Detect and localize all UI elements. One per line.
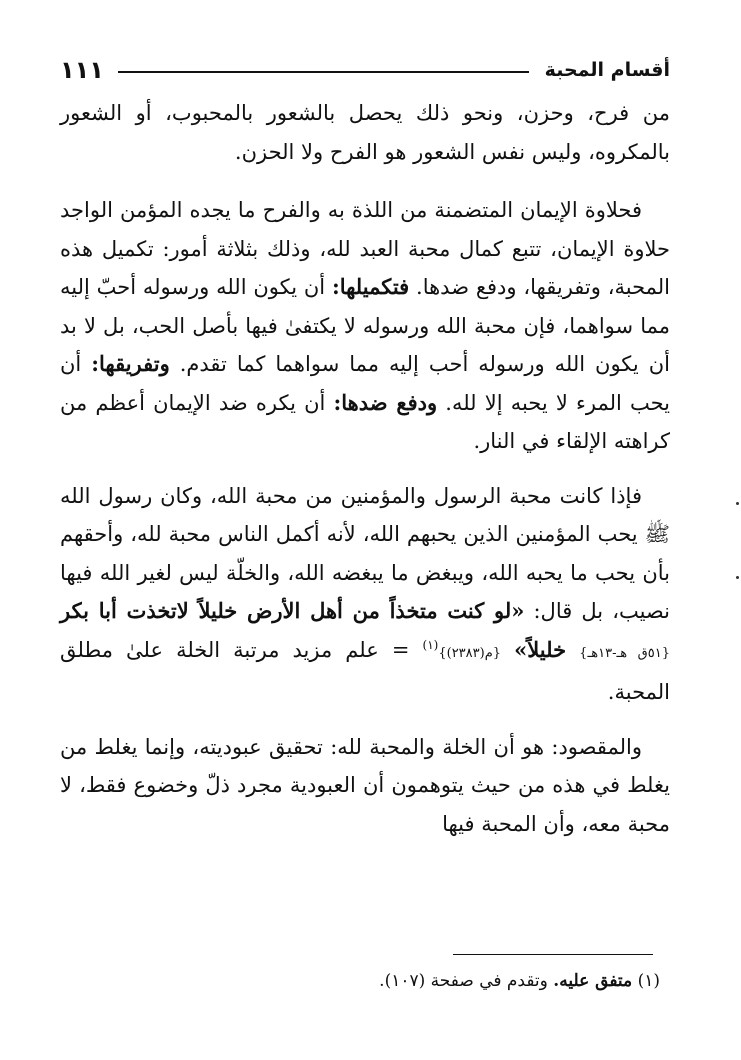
term-repelling: ودفع ضدها: bbox=[333, 389, 438, 415]
paragraph-2-text-a: فحلاوة الإيمان المتضمنة من اللذة به والفرح ما يجده المؤمن الواجد حلاوة الإيمان، تتبع كمال محبة العبد لله، وذلك بثلاثة أمور: تكميل هذه المحبة، وتفريقها، ودفع ضدها. bbox=[60, 198, 671, 299]
paragraph-2-text-c: أن يكون الله ورسوله أحبّ إليه مما سواهما، فإن محبة الله ورسوله لا يكتفىٰ فيها بأصل الحب، بل لا بد أن يكون الله ورسوله أحب إليه مما سواهما كما تقدم. bbox=[60, 275, 670, 376]
margin-mark bbox=[736, 576, 739, 579]
footnote-rule bbox=[453, 954, 653, 955]
footnote-text: وتقدم في صفحة (١٠٧). bbox=[379, 971, 548, 991]
term-separation: وتفريقها: bbox=[91, 351, 170, 376]
main-text bbox=[60, 94, 670, 859]
paragraph-2-text-g: أن يكره ضد الإيمان أعظم من كراهته الإلقاء في النار. bbox=[60, 390, 670, 453]
footnote bbox=[60, 966, 660, 996]
hadith-quote: «لو كنت متخذاً من أهل الأرض خليلاً لاتخذت أبا بكر bbox=[60, 598, 525, 623]
footnote-bold: متفق عليه. bbox=[553, 971, 633, 991]
paragraph-4 bbox=[60, 728, 670, 844]
margin-mark bbox=[736, 502, 739, 505]
paragraph-1-text: من فرح، وحزن، ونحو ذلك يحصل بالشعور بالمحبوب، أو الشعور بالمكروه، وليس نفس الشعور هو الفرح ولا الحزن. bbox=[60, 101, 670, 164]
paragraph-4-text: والمقصود: هو أن الخلة والمحبة لله: تحقيق عبوديته، وإنما يغلط من يغلط في هذه من حيث يتوهمون أن العبودية مجرد ذلّ وخضوع فقط، لا محبة معه، وأن المحبة فيها bbox=[60, 734, 670, 836]
date-reference: {٥١ق هـ-١٣هـ} bbox=[579, 645, 671, 661]
hadith-reference: {م(٢٣٨٣)} bbox=[438, 645, 502, 661]
page-header bbox=[60, 52, 670, 88]
paragraph-2 bbox=[60, 191, 670, 461]
page-number: ١١١ bbox=[60, 56, 104, 84]
term-completion: فتكميلها: bbox=[331, 274, 410, 299]
footnote-marker: (١) bbox=[422, 637, 439, 652]
footnote-number: (١) bbox=[637, 971, 660, 991]
paragraph-2-text-e: أن يحب المرء لا يحبه إلا لله. bbox=[60, 352, 671, 415]
chapter-title: أقسام المحبة bbox=[544, 59, 670, 81]
paragraph-3-text-d: = علم مزيد مرتبة الخلة علىٰ مطلق المحبة. bbox=[60, 637, 670, 704]
paragraph-1 bbox=[60, 94, 670, 171]
hadith-quote-end: خليلاً» bbox=[514, 636, 567, 662]
paragraph-3 bbox=[60, 477, 670, 712]
header-rule bbox=[118, 71, 529, 73]
paragraph-3-text-a: فإذا كانت محبة الرسول والمؤمنين من محبة الله، وكان رسول الله ﷺ يحب المؤمنين الذين يحبهم الله، لأنه أكمل الناس محبة لله، وأحقهم بأن يحب ما يحبه الله، ويبغض ما يبغضه الله، والخلّة ليس لغير الله فيها نصيب، بل قال: bbox=[60, 483, 670, 623]
